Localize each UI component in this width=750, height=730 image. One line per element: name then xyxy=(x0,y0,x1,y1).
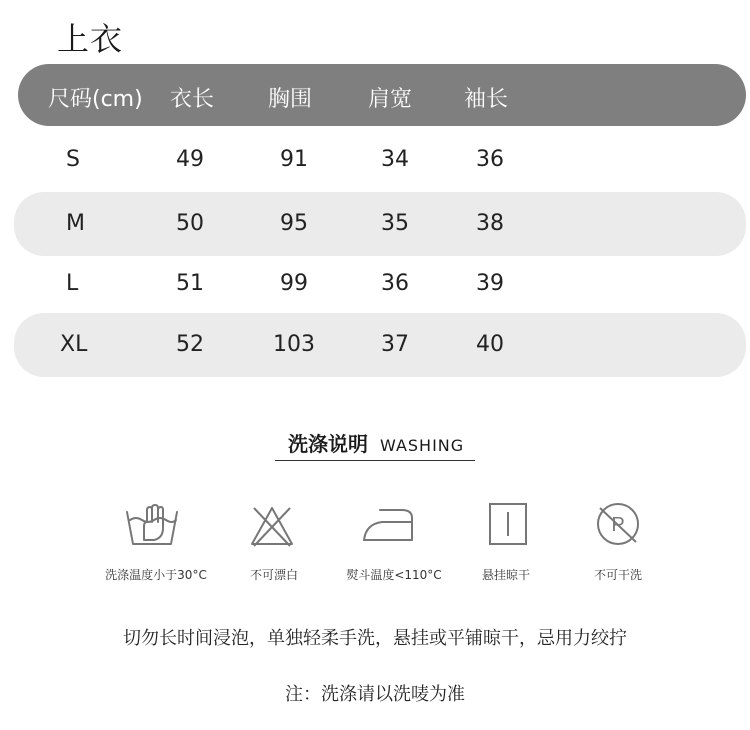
cell-shoulder: 35 xyxy=(381,211,409,236)
svg-text:P: P xyxy=(611,514,625,536)
cell-length: 50 xyxy=(176,211,204,236)
cell-chest: 103 xyxy=(273,332,315,357)
cell-chest: 95 xyxy=(280,211,308,236)
washing-title-underline xyxy=(275,460,475,461)
cell-shoulder: 34 xyxy=(381,147,409,172)
cell-length: 49 xyxy=(176,147,204,172)
cell-sleeve: 36 xyxy=(476,147,504,172)
no-bleach-label: 不可漂白 xyxy=(249,568,299,582)
iron-icon xyxy=(360,500,416,550)
cell-size: L xyxy=(66,271,79,296)
hang-dry-label: 悬挂晾干 xyxy=(481,568,531,582)
cell-sleeve: 39 xyxy=(476,271,504,296)
header-chest: 胸围 xyxy=(268,87,313,112)
header-sleeve: 袖长 xyxy=(464,87,509,112)
header-length: 衣长 xyxy=(170,87,215,112)
cell-chest: 91 xyxy=(280,147,308,172)
hand-wash-label: 洗涤温度小于30°C xyxy=(105,568,207,582)
header-shoulder: 肩宽 xyxy=(368,87,413,112)
cell-size: M xyxy=(66,211,85,236)
cell-sleeve: 40 xyxy=(476,332,504,357)
cell-length: 52 xyxy=(176,332,204,357)
row-band-xl xyxy=(14,313,746,377)
cell-shoulder: 37 xyxy=(381,332,409,357)
cell-length: 51 xyxy=(176,271,204,296)
header-size: 尺码(cm) xyxy=(48,87,143,112)
row-band-m xyxy=(14,192,746,256)
hang-dry-icon xyxy=(480,500,536,550)
care-note: 注：洗涤请以洗唛为准 xyxy=(285,684,465,705)
no-dry-clean-icon xyxy=(590,500,646,550)
washing-title-cn: 洗涤说明 xyxy=(288,432,368,456)
cell-sleeve: 38 xyxy=(476,211,504,236)
washing-title-en: WASHING xyxy=(380,436,465,455)
hand-wash-icon xyxy=(124,500,180,550)
washing-title xyxy=(288,428,464,457)
cell-chest: 99 xyxy=(280,271,308,296)
care-instruction: 切勿长时间浸泡，单独轻柔手洗，悬挂或平铺晾干，忌用力绞拧 xyxy=(123,628,627,649)
no-bleach-icon xyxy=(244,500,300,550)
page-title: 上衣 xyxy=(57,20,124,58)
iron-label: 熨斗温度<110°C xyxy=(346,568,442,582)
cell-size: XL xyxy=(60,332,88,357)
no-dry-clean-label: 不可干洗 xyxy=(593,568,643,582)
cell-size: S xyxy=(66,147,80,172)
cell-shoulder: 36 xyxy=(381,271,409,296)
